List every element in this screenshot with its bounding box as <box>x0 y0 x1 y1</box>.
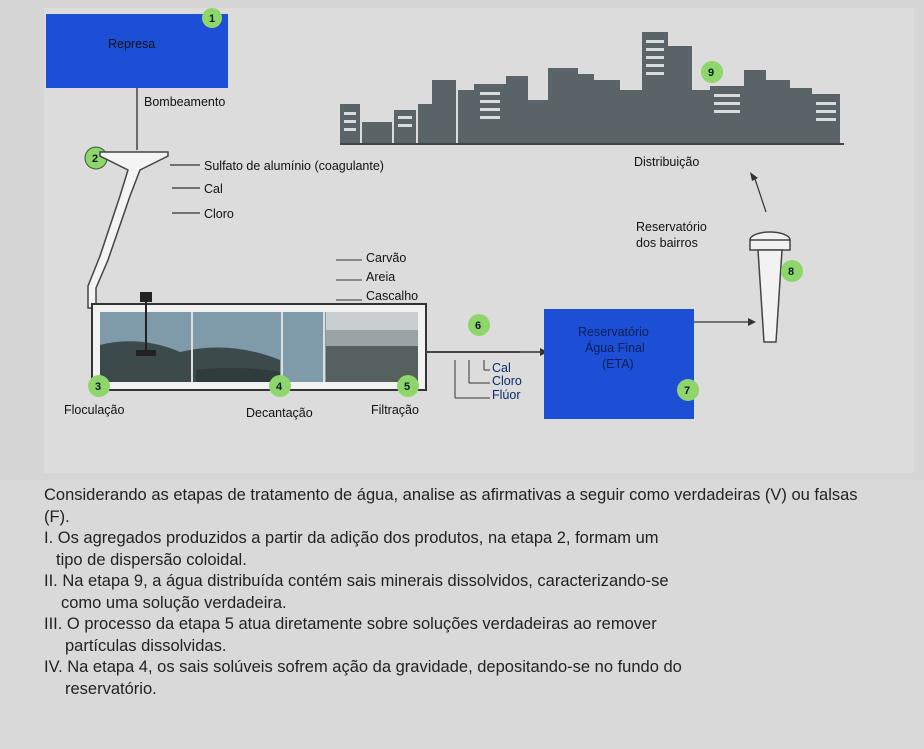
statement-ii-roman: II. <box>44 572 58 590</box>
statement-i-line2: tipo de dispersão coloidal. <box>56 550 247 569</box>
mixer-blade <box>136 350 156 356</box>
step-7-number: 7 <box>684 385 691 397</box>
fluor-label: Flúor <box>492 388 521 402</box>
distribuicao-label: Distribuição <box>634 155 700 169</box>
cascalho-label: Cascalho <box>366 289 419 303</box>
filter-top-layer <box>326 312 418 330</box>
carvao-label: Carvão <box>366 251 407 265</box>
reservatorio-final-label-2: Água Final <box>585 341 645 355</box>
statement-iii-line2: partículas dissolvidas. <box>65 636 227 655</box>
reservatorio-final-label-1: Reservatório <box>578 325 649 339</box>
mixer-motor <box>140 292 152 302</box>
statement-ii <box>44 571 874 614</box>
statement-iv-line1: Na etapa 4, os sais solúveis sofrem ação da gravidade, depositando-se no fundo do <box>62 658 682 676</box>
statement-iii-roman: III. <box>44 615 63 633</box>
statement-ii-line1: Na etapa 9, a água distribuída contém sais minerais dissolvidos, caracterizando-se <box>57 572 669 590</box>
cloro-mid-label: Cloro <box>492 374 522 388</box>
step-3-number: 3 <box>95 381 102 393</box>
statement-ii-line2: como uma solução verdadeira. <box>61 593 287 612</box>
statement-iv <box>44 657 874 700</box>
question-block <box>44 485 874 700</box>
cal-mid-label: Cal <box>492 361 511 375</box>
cloro-top-label: Cloro <box>204 207 234 221</box>
reservatorio-bairros-label-2: dos bairros <box>636 236 698 250</box>
sulfato-label: Sulfato de alumínio (coagulante) <box>204 159 384 173</box>
statement-i <box>44 528 874 571</box>
reservatorio-final-label-3: (ETA) <box>602 357 634 371</box>
statement-i-line1: Os agregados produzidos a partir da adição dos produtos, na etapa 2, formam um <box>53 529 659 547</box>
cal-top-label: Cal <box>204 182 223 196</box>
step-5-number: 5 <box>404 381 411 393</box>
step-1-number: 1 <box>209 13 216 25</box>
statement-iv-line2: reservatório. <box>65 679 157 698</box>
represa-label: Represa <box>108 37 156 51</box>
floculacao-label: Floculação <box>64 403 125 417</box>
step-8-number: 8 <box>788 266 795 278</box>
step-4-number: 4 <box>276 381 283 393</box>
bombeamento-label: Bombeamento <box>144 95 226 109</box>
represa-box <box>46 14 228 88</box>
statement-iii <box>44 614 874 657</box>
step-9-number: 9 <box>708 67 715 79</box>
decantacao-label: Decantação <box>246 406 313 420</box>
question-intro: Considerando as etapas de tratamento de água, analise as afirmativas a seguir como verdadeiras (V) ou falsas (F). <box>44 486 858 526</box>
statement-iv-roman: IV. <box>44 658 63 676</box>
step-2-number: 2 <box>92 153 99 165</box>
statement-i-roman: I. <box>44 529 54 547</box>
statement-iii-line1: O processo da etapa 5 atua diretamente sobre soluções verdadeiras ao remover <box>62 615 657 633</box>
reservatorio-bairros-label-1: Reservatório <box>636 220 707 234</box>
filtracao-label: Filtração <box>371 403 419 417</box>
areia-label: Areia <box>366 270 396 284</box>
step-6-number: 6 <box>475 320 482 332</box>
